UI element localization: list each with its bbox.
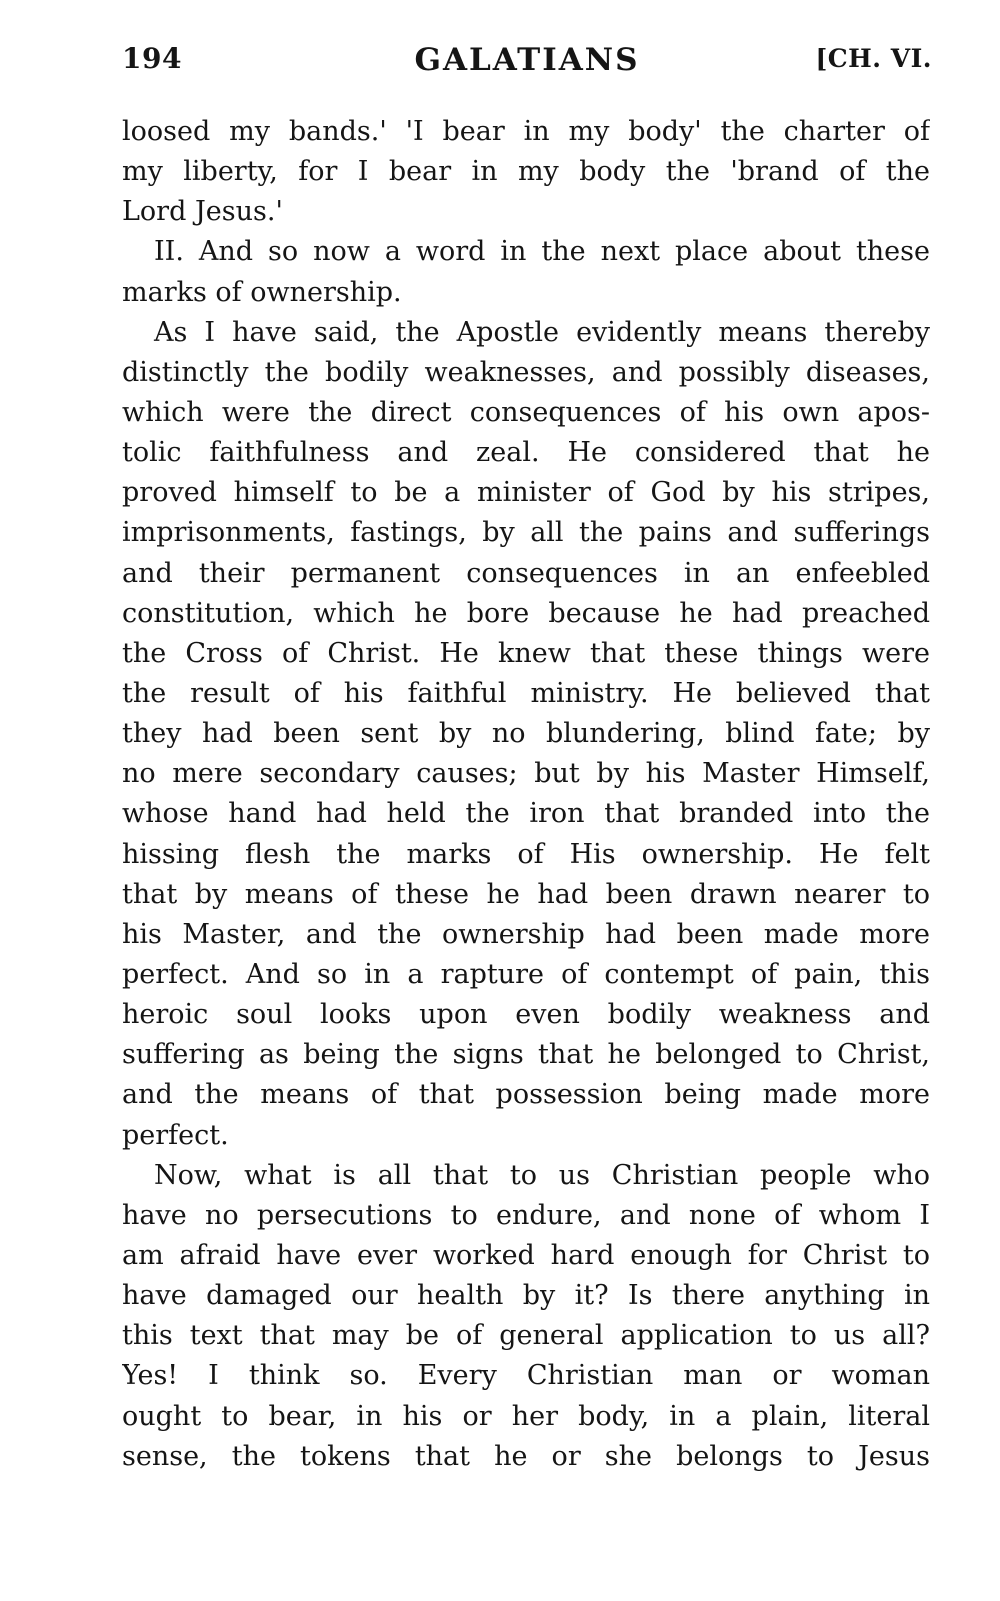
text-line: loosed my bands.' 'I bear in my body' the charter of (122, 116, 930, 147)
text-line: tolic faithfulness and zeal. He considered that he (122, 437, 930, 469)
text-line: Yes! I think so. Every Christian man or woman (122, 1360, 930, 1392)
paragraph-first-line: Now, what is all that to us Christian people who (154, 1159, 930, 1191)
text-line: that by means of these he had been drawn nearer to (122, 878, 930, 910)
text-line: perfect. (122, 1119, 229, 1151)
text-line: and the means of that possession being made more (122, 1079, 930, 1111)
text-line: no mere secondary causes; but by his Master Himself, (122, 758, 930, 790)
text-line: my liberty, for I bear in my body the 'brand of the (122, 156, 930, 188)
text-line: the result of his faithful ministry. He believed that (122, 677, 930, 709)
running-title: GALATIANS (414, 42, 640, 78)
page-number: 194 (122, 42, 182, 75)
text-line: ought to bear, in his or her body, in a plain, literal (122, 1400, 930, 1432)
text-line: sense, the tokens that he or she belongs to Jesus (122, 1440, 930, 1472)
text-line: Lord Jesus.' (122, 196, 283, 228)
text-line: constitution, which he bore because he had preached (122, 597, 930, 629)
text-body (122, 112, 930, 1477)
page-header (122, 42, 932, 90)
text-line: which were the direct consequences of his own apos- (122, 396, 930, 428)
text-line: heroic soul looks upon even bodily weakness and (122, 999, 930, 1031)
text-line: marks of ownership. (122, 276, 402, 308)
text-line: proved himself to be a minister of God by his stripes, (122, 477, 930, 509)
text-line: have damaged our health by it? Is there anything in (122, 1280, 930, 1312)
text-line: am afraid have ever worked hard enough for Christ to (122, 1239, 930, 1271)
text-line: and their permanent consequences in an enfeebled (122, 557, 930, 589)
text-line: distinctly the bodily weaknesses, and possibly diseases, (122, 356, 930, 388)
text-line: his Master, and the ownership had been made more (122, 918, 930, 950)
chapter-reference: [CH. VI. (815, 44, 932, 73)
text-line: this text that may be of general application to us all? (122, 1320, 930, 1352)
text-line: the Cross of Christ. He knew that these things were (122, 637, 930, 669)
text-line: hissing flesh the marks of His ownership. He felt (122, 838, 930, 870)
text-line: they had been sent by no blundering, blind fate; by (122, 718, 930, 750)
paragraph-first-line: As I have said, the Apostle evidently means thereby (154, 316, 930, 348)
paragraph-first-line: II. And so now a word in the next place about these (154, 236, 930, 268)
text-line: perfect. And so in a rapture of contempt of pain, this (122, 958, 930, 990)
text-line: have no persecutions to endure, and none of whom I (122, 1199, 930, 1231)
text-line: suffering as being the signs that he belonged to Christ, (122, 1039, 930, 1071)
text-line: whose hand had held the iron that branded into the (122, 798, 930, 830)
text-line: imprisonments, fastings, by all the pains and sufferings (122, 517, 930, 549)
